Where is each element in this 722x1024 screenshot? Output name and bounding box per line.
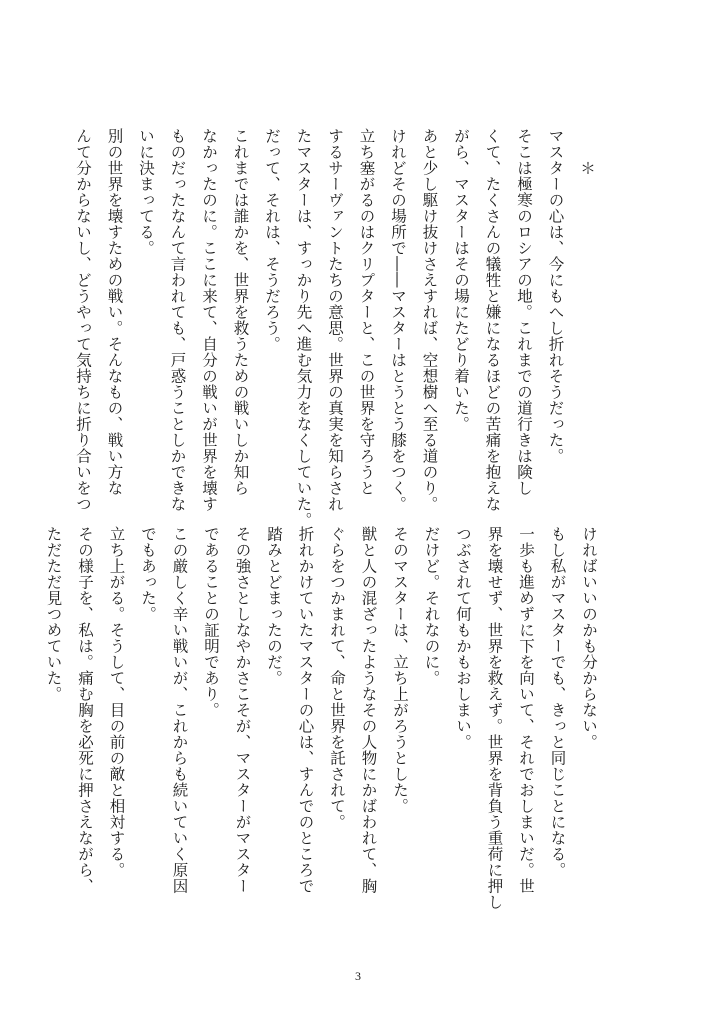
text-line: マスターの心は、今にもへし折れそうだった。: [546, 128, 565, 464]
text-line: そのマスターは、立ち上がろうとした。: [391, 526, 409, 814]
page-number: 3: [355, 969, 361, 983]
text-line: だけど。それなのに。: [422, 526, 441, 686]
text-line: 別の世界を壊すための戦い。そんなもの、戦い方な: [105, 128, 124, 496]
text-line: なかったのに。ここに来て、自分の戦いが世界を壊す: [200, 128, 218, 512]
text-line: ただただ見つめていた。: [44, 526, 63, 702]
text-line: ぐらをつかまれて、命と世界を託されて。: [328, 526, 346, 830]
text-line: するサーヴァントたちの意思。世界の真実を知らされ: [326, 128, 344, 512]
text-line: ければいいのかも分からない。: [580, 526, 598, 750]
text-line: 立ち塞がるのはクリプターと、この世界を守ろうと: [357, 128, 376, 496]
text-line: であることの証明であり。: [202, 526, 220, 718]
text-line: あと少し駆け抜けさえすれば、空想樹へ至る道のり。: [420, 128, 439, 512]
text-line: ＊: [578, 128, 596, 176]
text-line: 一歩も進めずに下を向いて、それでおしまいだ。世: [517, 526, 535, 894]
text-line: いに決まってる。: [137, 128, 155, 256]
text-line: くて、たくさんの犠牲と嫌になるほどの苦痛を抱えな: [483, 128, 502, 512]
text-line: がら、マスターはその場にたどり着いた。: [452, 128, 470, 432]
text-line: 獣と人の混ざったようなその人物にかばわれて、胸: [359, 526, 378, 894]
text-line: これまでは誰かを、世界を救うための戦いしか知ら: [231, 128, 250, 496]
text-line: んて分からないし、どうやって気持ちに折り合いをつ: [74, 128, 92, 512]
text-line: でもあった。: [139, 526, 157, 622]
text-line: そこは極寒のロシアの地。これまでの道行きは険し: [515, 128, 533, 496]
text-line: 立ち上がる。そうして、目の前の敵と相対する。: [107, 526, 126, 878]
text-line: 踏みとどまったのだ。: [265, 526, 283, 686]
text-line: 折れかけていたマスターの心は、すんでのところで: [296, 526, 315, 894]
text-line: その様子を、私は。痛む胸を必死に押さえながら、: [76, 526, 94, 894]
text-line: けれどその場所で――マスターはとうとう膝をつく。: [389, 128, 407, 512]
text-line: 界を壊せず、世界を救えず。世界を背負う重荷に押し: [485, 526, 504, 910]
text-line: この厳しく辛い戦いが、これからも続いていく原因: [170, 526, 189, 894]
text-line: その強さとしなやかさこそが、マスターがマスター: [233, 526, 252, 894]
body-text-lower: [37, 526, 604, 910]
text-line: もし私がマスターでも、きっと同じことになる。: [548, 526, 567, 878]
text-line: だって、それは、そうだろう。: [263, 128, 281, 352]
body-text-upper: [67, 128, 603, 528]
text-line: ものだったなんて言われても、戸惑うことしかできな: [168, 128, 187, 512]
text-line: たマスターは、すっかり先へ進む気力をなくしていた。: [294, 128, 313, 528]
text-line: つぶされて何もかもおしまい。: [454, 526, 472, 750]
